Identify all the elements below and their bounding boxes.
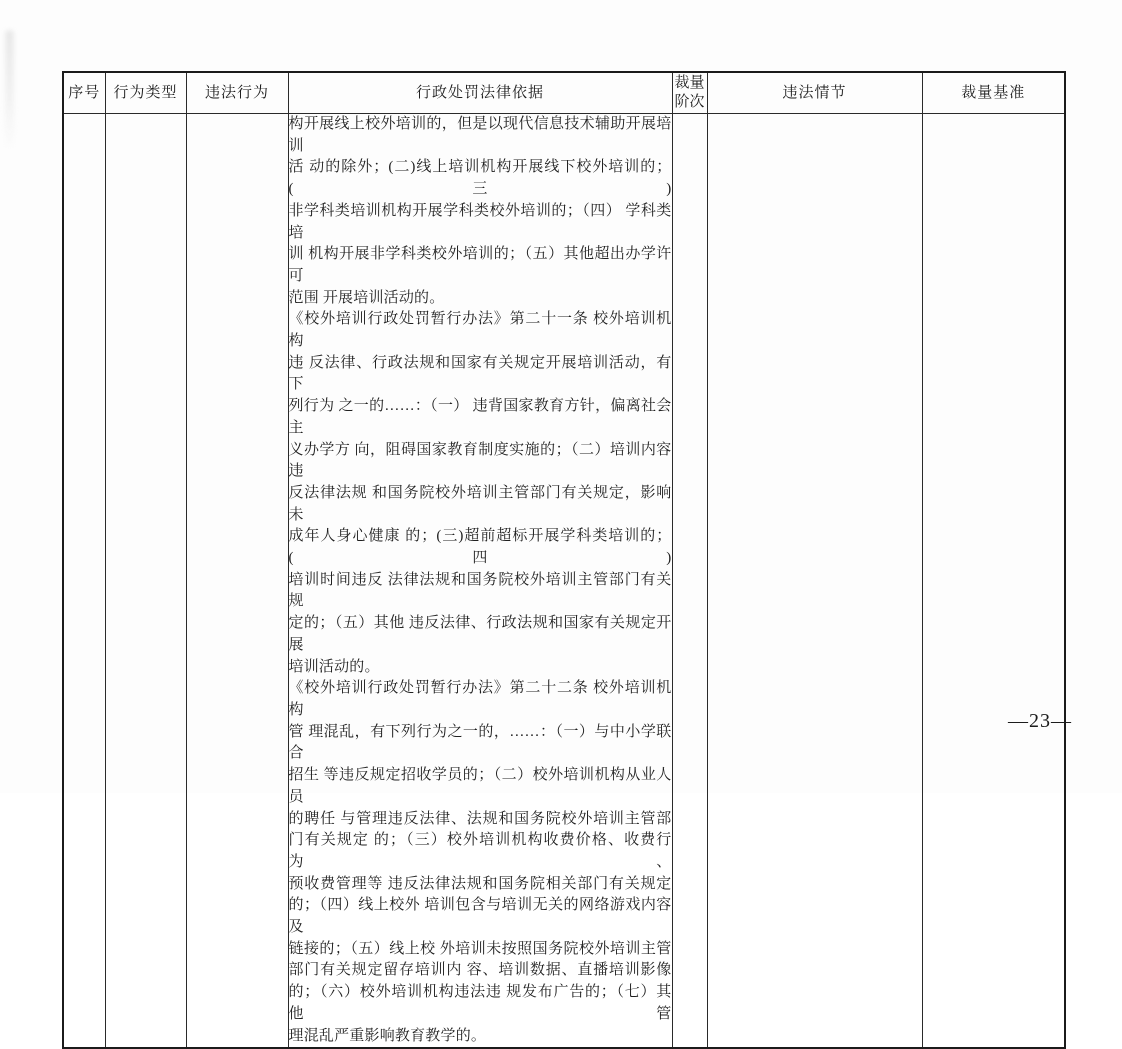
cell-legal-basis — [288, 114, 672, 1049]
column-header-behavior-type: 行为类型 — [105, 72, 186, 114]
legal-basis-line: 构开展线上校外培训的，但是以现代信息技术辅助开展培训 — [288, 116, 672, 154]
column-header-legal-basis: 行政处罚法律依据 — [288, 72, 672, 114]
legal-basis-line: 门有关规定 的；（三）校外培训机构收费价格、收费行为、 — [288, 832, 672, 870]
column-header-discretion-benchmark: 裁量基准 — [922, 72, 1065, 114]
cell-serial — [63, 114, 105, 1049]
legal-basis-line: 的；（四）线上校外 培训包含与培训无关的网络游戏内容及 — [288, 897, 672, 936]
column-header-illegal-behavior: 违法行为 — [186, 72, 288, 114]
legal-basis-line: 管 理混乱，有下列行为之一的，……：（一）与中小学联合 — [288, 723, 672, 762]
legal-basis-line: 培训活动的。 — [288, 658, 380, 675]
legal-basis-line: 反法律法规 和国务院校外培训主管部门有关规定，影响未 — [288, 484, 672, 523]
legal-basis-line: 招生 等违反规定招收学员的；（二）校外培训机构从业人员 — [288, 767, 672, 805]
legal-basis-line: 的；（六）校外培训机构违法违 规发布广告的；（七）其他管 — [288, 984, 672, 1022]
column-header-discretion-level: 裁量阶次 — [672, 72, 707, 114]
legal-basis-line: 培训时间违反 法律法规和国务院校外培训主管部门有关规 — [288, 571, 672, 610]
legal-basis-line: 的聘任 与管理违反法律、法规和国务院校外培训主管部 — [288, 810, 672, 827]
cell-illegal-behavior — [186, 114, 288, 1049]
table-header-row — [63, 72, 1065, 114]
legal-basis-text — [289, 114, 672, 1047]
legal-basis-line: 定的；（五）其他 违反法律、行政法规和国家有关规定开展 — [288, 615, 672, 653]
legal-basis-line: 《校外培训行政处罚暂行办法》第二十一条 校外培训机构 — [288, 311, 672, 350]
page-number: —23— — [1008, 710, 1072, 732]
legal-basis-line: 违 反法律、行政法规和国家有关规定开展培训活动，有下 — [288, 354, 672, 393]
legal-basis-line: 预收费管理等 违反法律法规和国务院相关部门有关规定 — [288, 875, 672, 892]
cell-behavior-type — [105, 114, 186, 1049]
penalty-discretion-table — [62, 71, 1066, 1049]
column-header-illegal-circumstances: 违法情节 — [707, 72, 922, 114]
column-header-serial: 序号 — [63, 72, 105, 114]
legal-basis-line: 活 动的除外；(二)线上培训机构开展线下校外培训的；(三) — [288, 159, 672, 198]
legal-basis-line: 非学科类培训机构开展学科类校外培训的；（四） 学科类培 — [288, 202, 672, 241]
legal-basis-line: 链接的；（五）线上校 外培训未按照国务院校外培训主管 — [288, 940, 672, 957]
legal-basis-line: 范围 开展培训活动的。 — [288, 289, 445, 306]
cell-illegal-circumstances — [707, 114, 922, 1049]
legal-basis-line: 部门有关规定留存培训内 容、培训数据、直播培训影像 — [288, 962, 672, 979]
legal-basis-line: 训 机构开展非学科类校外培训的；（五）其他超出办学许可 — [288, 246, 672, 284]
cell-discretion-level — [672, 114, 707, 1049]
legal-basis-line: 义办学方 向，阻碍国家教育制度实施的；（二）培训内容违 — [288, 441, 672, 480]
table-row — [63, 114, 1065, 1049]
legal-basis-line: 列行为 之一的……：（一） 违背国家教育方针，偏离社会主 — [288, 398, 672, 436]
legal-basis-line: 成年人身心健康 的；(三)超前超标开展学科类培训的；(四) — [288, 528, 672, 567]
cell-discretion-benchmark — [922, 114, 1065, 1049]
legal-basis-line: 理混乱严重影响教育教学的。 — [288, 1027, 487, 1044]
scan-smudge-artifact — [5, 30, 14, 150]
legal-basis-line: 《校外培训行政处罚暂行办法》第二十二条 校外培训机构 — [288, 680, 672, 718]
